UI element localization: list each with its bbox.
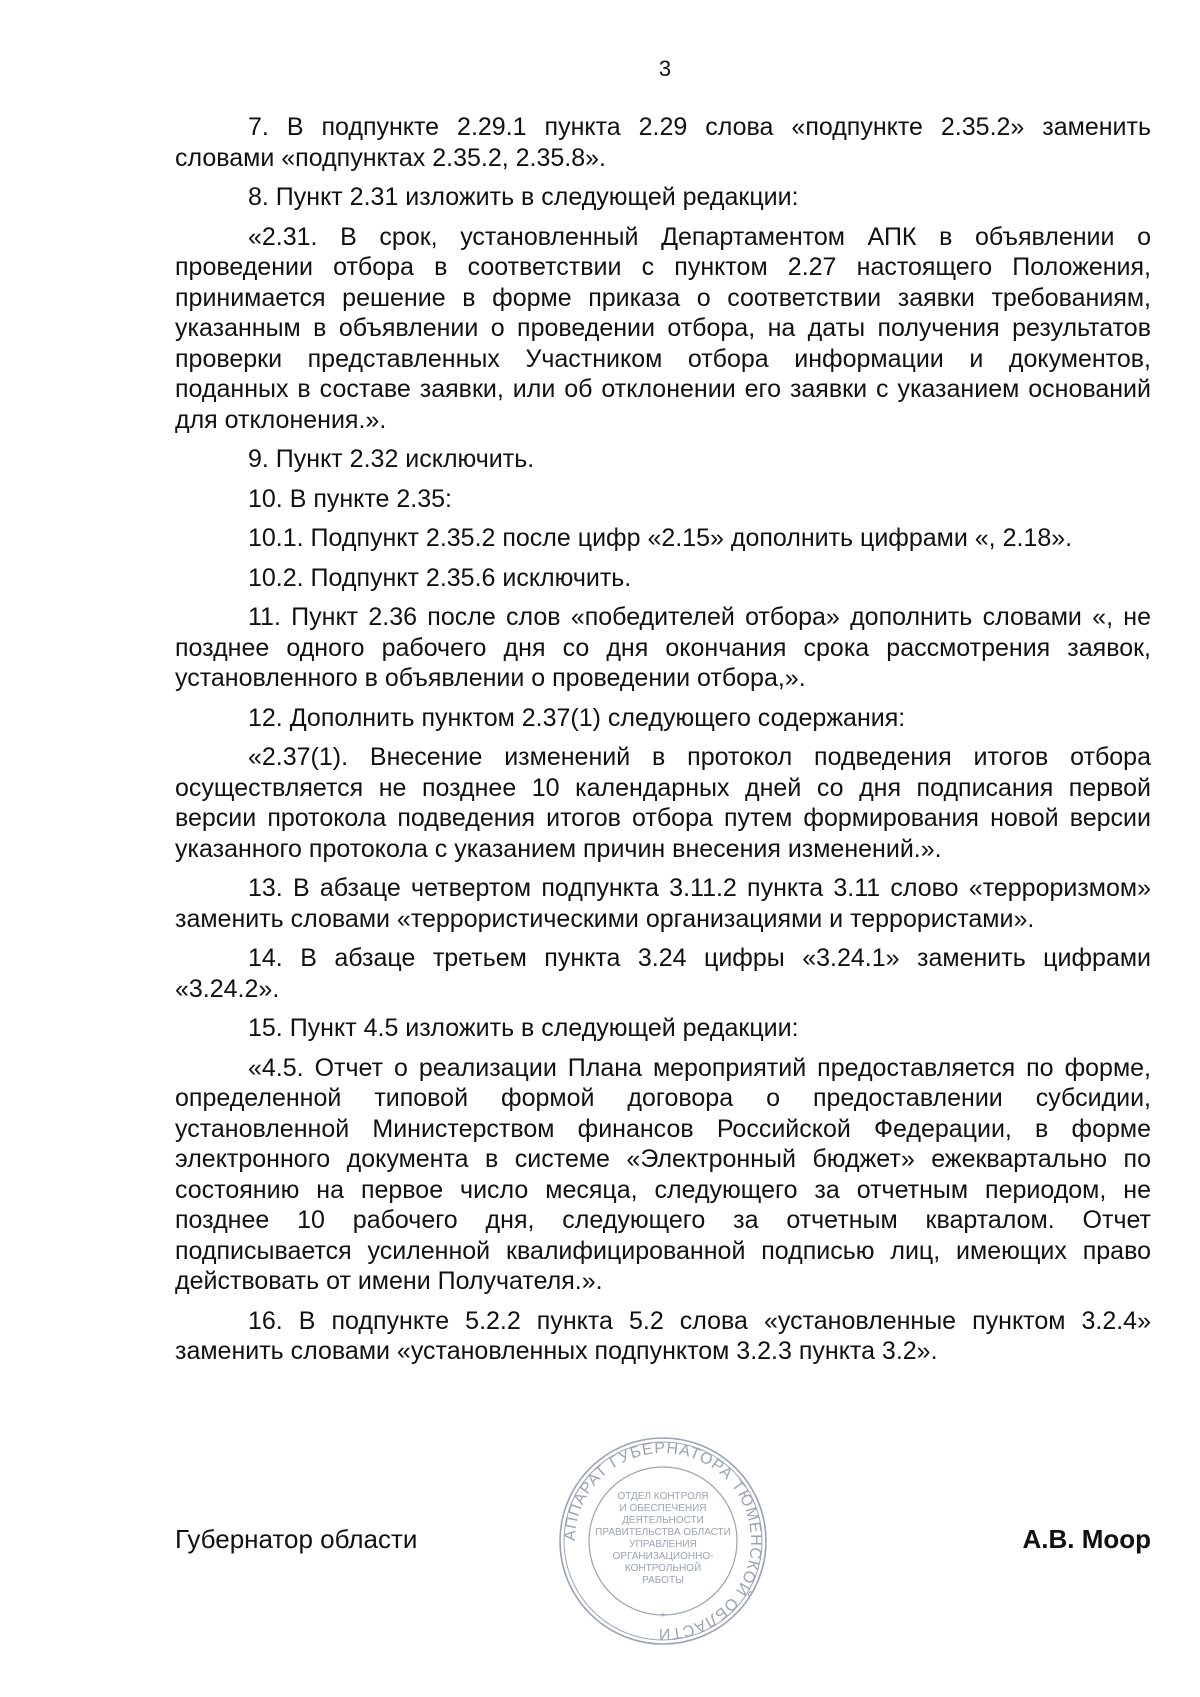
- document-body: [175, 112, 1151, 1376]
- stamp-inner-line: РАБОТЫ: [642, 1575, 684, 1586]
- paragraph-9: 9. Пункт 2.32 исключить.: [248, 445, 535, 473]
- paragraph-15-quote: «4.5. Отчет о реализации Плана мероприятий предоставляется по форме, определенной типовой формой договора о предоставлении субсидии, установленной Министерством финансов Российской Федерации, в форме электронного документа в системе «Электронный бюджет» ежеквартально по состоянию на первое число месяца, следующего за отчетным периодом, не позднее 10 рабочего дня, следующего за отчетным кварталом. Отчет подписывается усиленной квалифицированной подписью лиц, имеющих право действовать от имени Получателя.».: [175, 1053, 1151, 1295]
- paragraph-10-2: 10.2. Подпункт 2.35.6 исключить.: [248, 563, 632, 592]
- stamp-inner-line: ОРГАНИЗАЦИОННО-: [612, 1551, 714, 1562]
- stamp-inner-line: ПРАВИТЕЛЬСТВА ОБЛАСТИ: [595, 1527, 731, 1538]
- paragraph-12: 12. Дополнить пунктом 2.37(1) следующего содержания:: [248, 703, 906, 732]
- stamp-inner-line: ОТДЕЛ КОНТРОЛЯ: [617, 1491, 709, 1502]
- paragraph-11: 11. Пункт 2.36 после слов «победителей отбора» дополнить словами «, не позднее одного рабочего дня со дня окончания срока рассмотрения заявок, установленного в объявлении о проведении отбора,».: [175, 603, 1151, 692]
- paragraph-8-quote: «2.31. В срок, установленный Департаментом АПК в объявлении о проведении отбора в соответствии с пунктом 2.27 настоящего Положения, принимается решение в форме приказа о соответствии заявки требованиям, указанным в объявлении о проведении отбора, на даты получения результатов проверки представленных Участником отбора информации и документов, поданных в составе заявки, или об отклонении его заявки с указанием оснований для отклонения.».: [175, 222, 1151, 434]
- stamp-inner-line: КОНТРОЛЬНОЙ: [624, 1563, 702, 1574]
- paragraph-10: 10. В пункте 2.35:: [248, 484, 453, 513]
- svg-text:*: *: [660, 1610, 666, 1624]
- stamp-inner-line: И ОБЕСПЕЧЕНИЯ: [619, 1503, 707, 1514]
- paragraph-13: 13. В абзаце четвертом подпункта 3.11.2 пункта 3.11 слово «терроризмом» заменить словами «террористическими организациями и террористами».: [175, 874, 1151, 933]
- signatory-title: Губернатор области: [175, 1524, 418, 1554]
- paragraph-8: 8. Пункт 2.31 изложить в следующей редакции:: [248, 183, 799, 211]
- stamp-inner-line: ДЕЯТЕЛЬНОСТИ: [622, 1515, 704, 1526]
- page-number: 3: [658, 56, 672, 81]
- official-stamp: [557, 1435, 769, 1647]
- paragraph-12-quote: «2.37(1). Внесение изменений в протокол подведения итогов отбора осуществляется не позднее 10 календарных дней со дня подписания первой версии протокола подведения итогов отбора путем формирования новой версии указанного протокола с указанием причин внесения изменений.».: [175, 743, 1151, 863]
- stamp-outer-text: АППАРАТ ГУБЕРНАТОРА ТЮМЕНСКОЙ ОБЛАСТИ: [561, 1439, 765, 1643]
- stamp-inner-text: [595, 1491, 731, 1586]
- paragraph-14: 14. В абзаце третьем пункта 3.24 цифры «3.24.1» заменить цифрами «3.24.2».: [175, 944, 1151, 1003]
- paragraph-15: 15. Пункт 4.5 изложить в следующей редакции:: [248, 1014, 799, 1042]
- stamp-inner-line: УПРАВЛЕНИЯ: [629, 1539, 697, 1550]
- paragraph-10-1: 10.1. Подпункт 2.35.2 после цифр «2.15» дополнить цифрами «, 2.18».: [248, 524, 1073, 552]
- paragraph-16: 16. В подпункте 5.2.2 пункта 5.2 слова «установленные пунктом 3.2.4» заменить словами «установленных подпунктом 3.2.3 пункта 3.2».: [175, 1306, 1151, 1365]
- signatory-name: А.В. Моор: [1022, 1524, 1151, 1554]
- paragraph-7: 7. В подпункте 2.29.1 пункта 2.29 слова «подпункте 2.35.2» заменить словами «подпунктах 2.35.2, 2.35.8».: [175, 113, 1151, 172]
